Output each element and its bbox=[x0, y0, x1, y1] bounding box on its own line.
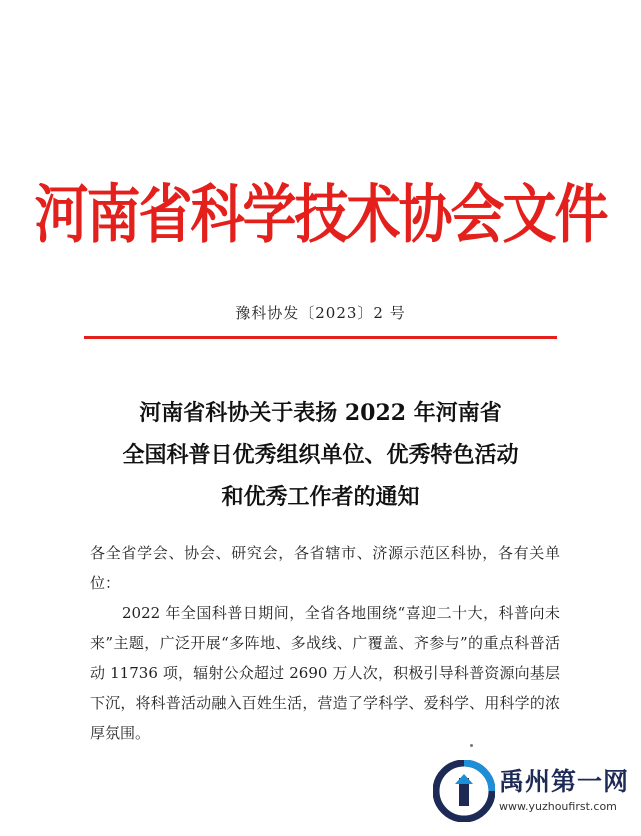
masthead-divider bbox=[84, 336, 557, 339]
site-watermark bbox=[433, 756, 633, 828]
scan-speck bbox=[470, 744, 473, 747]
watermark-site-url: www.yuzhoufirst.com bbox=[499, 800, 617, 813]
yuzhou-logo-icon bbox=[433, 760, 495, 822]
notice-title bbox=[0, 392, 641, 518]
watermark-site-name: 禹州第一网 bbox=[499, 767, 630, 796]
salutation: 各全省学会、协会、研究会，各省辖市、济源示范区科协，各有关单位： bbox=[90, 544, 560, 592]
notice-title-line: 和优秀工作者的通知 bbox=[221, 484, 420, 510]
body-paragraph: 2022 年全国科普日期间，全省各地围绕“喜迎二十大，科普向未来”主题，广泛开展“多阵地、多战线、广覆盖、齐参与”的重点科普活动 11736 项，辐射公众超过 2690 万人次，积极引导科普资源向基层下沉，将科普活动融入百姓生活，营造了学科学、爱科学、用科学的浓厚氛围。 bbox=[90, 604, 560, 742]
notice-title-line: 全国科普日优秀组织单位、优秀特色活动 bbox=[122, 442, 519, 468]
notice-body bbox=[90, 538, 560, 748]
notice-title-line: 河南省科协关于表扬 2022 年河南省 bbox=[139, 400, 502, 426]
document-masthead: 河南省科学技术协会文件 bbox=[34, 177, 607, 252]
document-number: 豫科协发〔2023〕2 号 bbox=[235, 304, 406, 322]
